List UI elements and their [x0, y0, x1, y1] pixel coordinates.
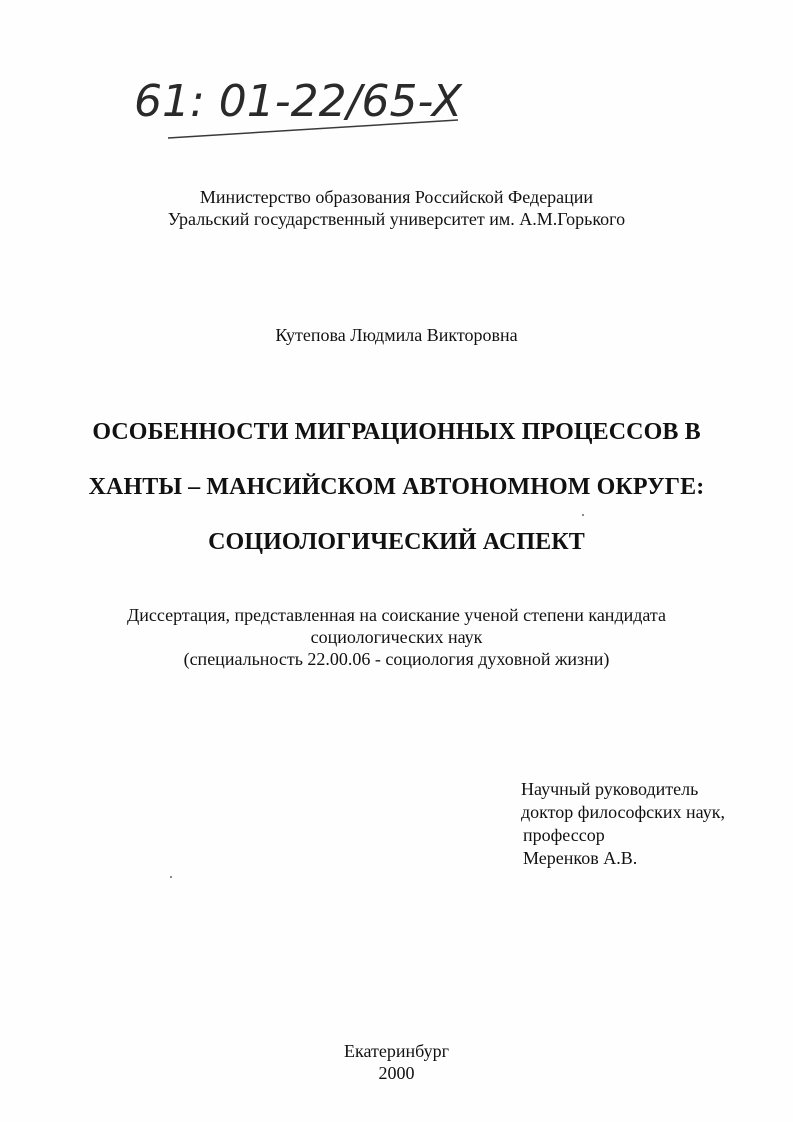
- ministry-header: [0, 186, 793, 230]
- supervisor-name: Меренков А.В.: [523, 848, 638, 868]
- city: Екатеринбург: [344, 1041, 449, 1061]
- thesis-description: [0, 604, 793, 670]
- title-line-2: ХАНТЫ – МАНСИЙСКОМ АВТОНОМНОМ ОКРУГЕ:: [88, 474, 705, 500]
- supervisor-degree: доктор философских наук,: [521, 802, 725, 822]
- university-line: Уральский государственный университет им. А.М.Горького: [167, 209, 626, 229]
- thesis-line-3: (специальность 22.00.06 - социология духовной жизни): [183, 649, 610, 669]
- supervisor-block: [521, 778, 725, 870]
- scan-speck: [170, 876, 172, 878]
- author-name: Кутепова Людмила Викторовна: [275, 325, 518, 345]
- ministry-line: Министерство образования Российской Федерации: [199, 187, 594, 207]
- scan-speck: [582, 514, 584, 516]
- thesis-line-1: Диссертация, представленная на соискание ученой степени кандидата: [127, 605, 666, 625]
- handwritten-archive-code: [128, 60, 508, 160]
- thesis-line-2: социологических наук: [310, 627, 483, 647]
- supervisor-rank: профессор: [523, 825, 605, 845]
- dissertation-title: [0, 405, 793, 570]
- supervisor-role: Научный руководитель: [521, 779, 699, 799]
- archive-code-text: 61: 01-22/65-X: [134, 76, 462, 127]
- footer-block: [0, 1040, 793, 1084]
- title-line-3: СОЦИОЛОГИЧЕСКИЙ АСПЕКТ: [208, 529, 585, 555]
- year: 2000: [378, 1063, 415, 1083]
- title-line-1: ОСОБЕННОСТИ МИГРАЦИОННЫХ ПРОЦЕССОВ В: [92, 419, 701, 445]
